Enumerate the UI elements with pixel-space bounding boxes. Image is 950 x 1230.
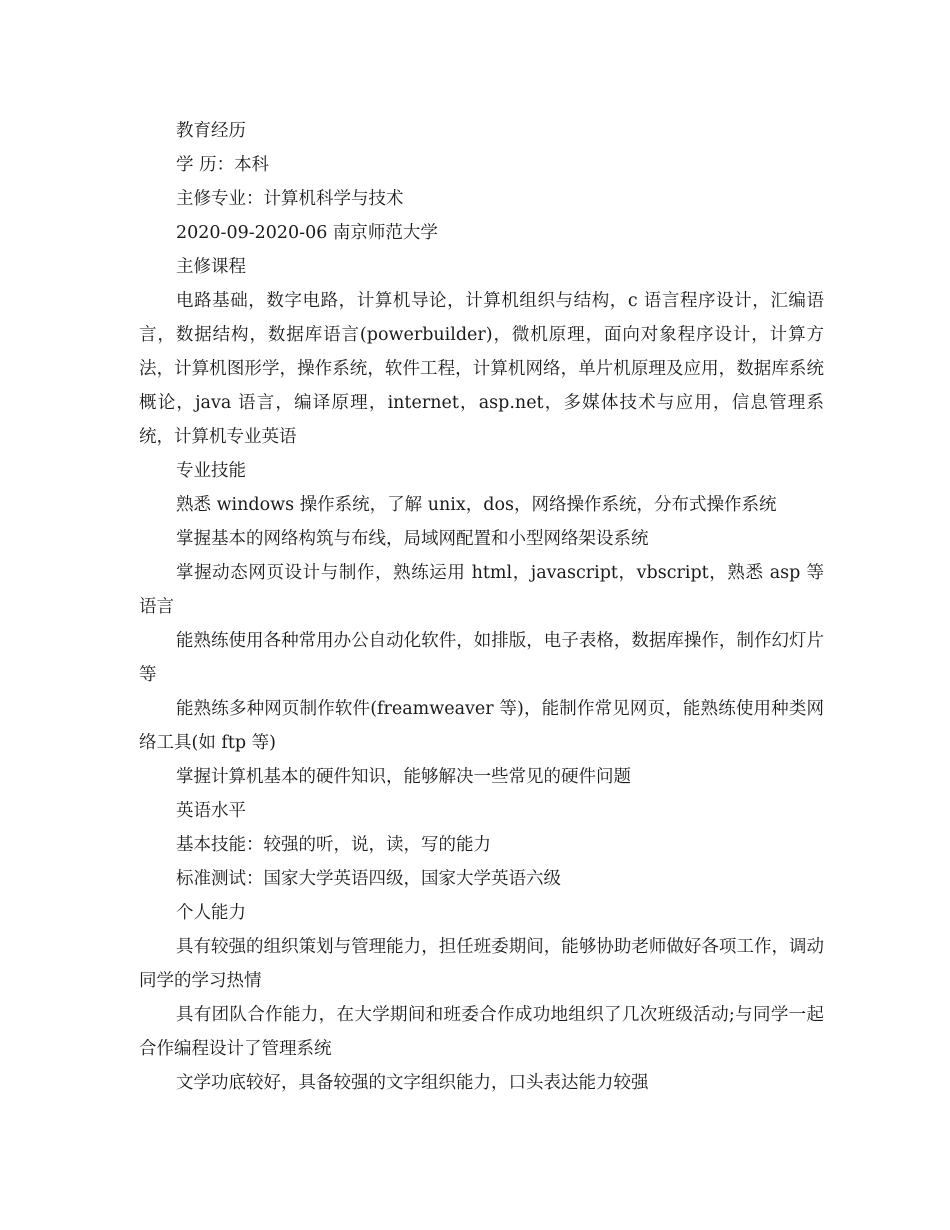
- section-heading-english: 英语水平: [176, 801, 246, 821]
- ability-item: 具有较强的组织策划与管理能力，担任班委期间，能够协助老师做好各项工作，调动同学的学习热情: [139, 937, 824, 991]
- document-body: [139, 114, 824, 1100]
- degree-line: 学 历：本科: [176, 155, 270, 175]
- section-heading-courses: 主修课程: [176, 257, 246, 277]
- courses-paragraph: 电路基础，数字电路，计算机导论，计算机组织与结构，c 语言程序设计，汇编语言，数据结构，数据库语言(powerbuilder)，微机原理，面向对象程序设计，计算方法，计算机图形学，操作系统，软件工程，计算机网络，单片机原理及应用，数据库系统概论，java 语言，编译原理，internet，asp.net，多媒体技术与应用，信息管理系统，计算机专业英语: [139, 291, 824, 447]
- school-period-line: 2020-09-2020-06 南京师范大学: [176, 223, 438, 243]
- ability-item: 文学功底较好，具备较强的文字组织能力，口头表达能力较强: [176, 1073, 649, 1093]
- skill-item: 掌握基本的网络构筑与布线，局域网配置和小型网络架设系统: [176, 529, 649, 549]
- section-heading-education: 教育经历: [176, 121, 246, 141]
- skill-item: 掌握计算机基本的硬件知识，能够解决一些常见的硬件问题: [176, 767, 631, 787]
- skill-item: 掌握动态网页设计与制作，熟练运用 html，javascript，vbscript，熟悉 asp 等语言: [139, 563, 824, 617]
- major-line: 主修专业：计算机科学与技术: [176, 189, 404, 209]
- section-heading-abilities: 个人能力: [176, 903, 246, 923]
- skill-item: 能熟练多种网页制作软件(freamweaver 等)，能制作常见网页，能熟练使用种类网络工具(如 ftp 等): [139, 699, 824, 753]
- section-heading-skills: 专业技能: [176, 461, 246, 481]
- skill-item: 熟悉 windows 操作系统，了解 unix，dos，网络操作系统，分布式操作系统: [176, 495, 777, 515]
- skill-item: 能熟练使用各种常用办公自动化软件，如排版，电子表格，数据库操作，制作幻灯片等: [139, 631, 824, 685]
- english-basic-skill: 基本技能：较强的听，说，读，写的能力: [176, 835, 491, 855]
- english-test: 标准测试：国家大学英语四级，国家大学英语六级: [176, 869, 561, 889]
- ability-item: 具有团队合作能力，在大学期间和班委合作成功地组织了几次班级活动;与同学一起合作编程设计了管理系统: [139, 1005, 824, 1059]
